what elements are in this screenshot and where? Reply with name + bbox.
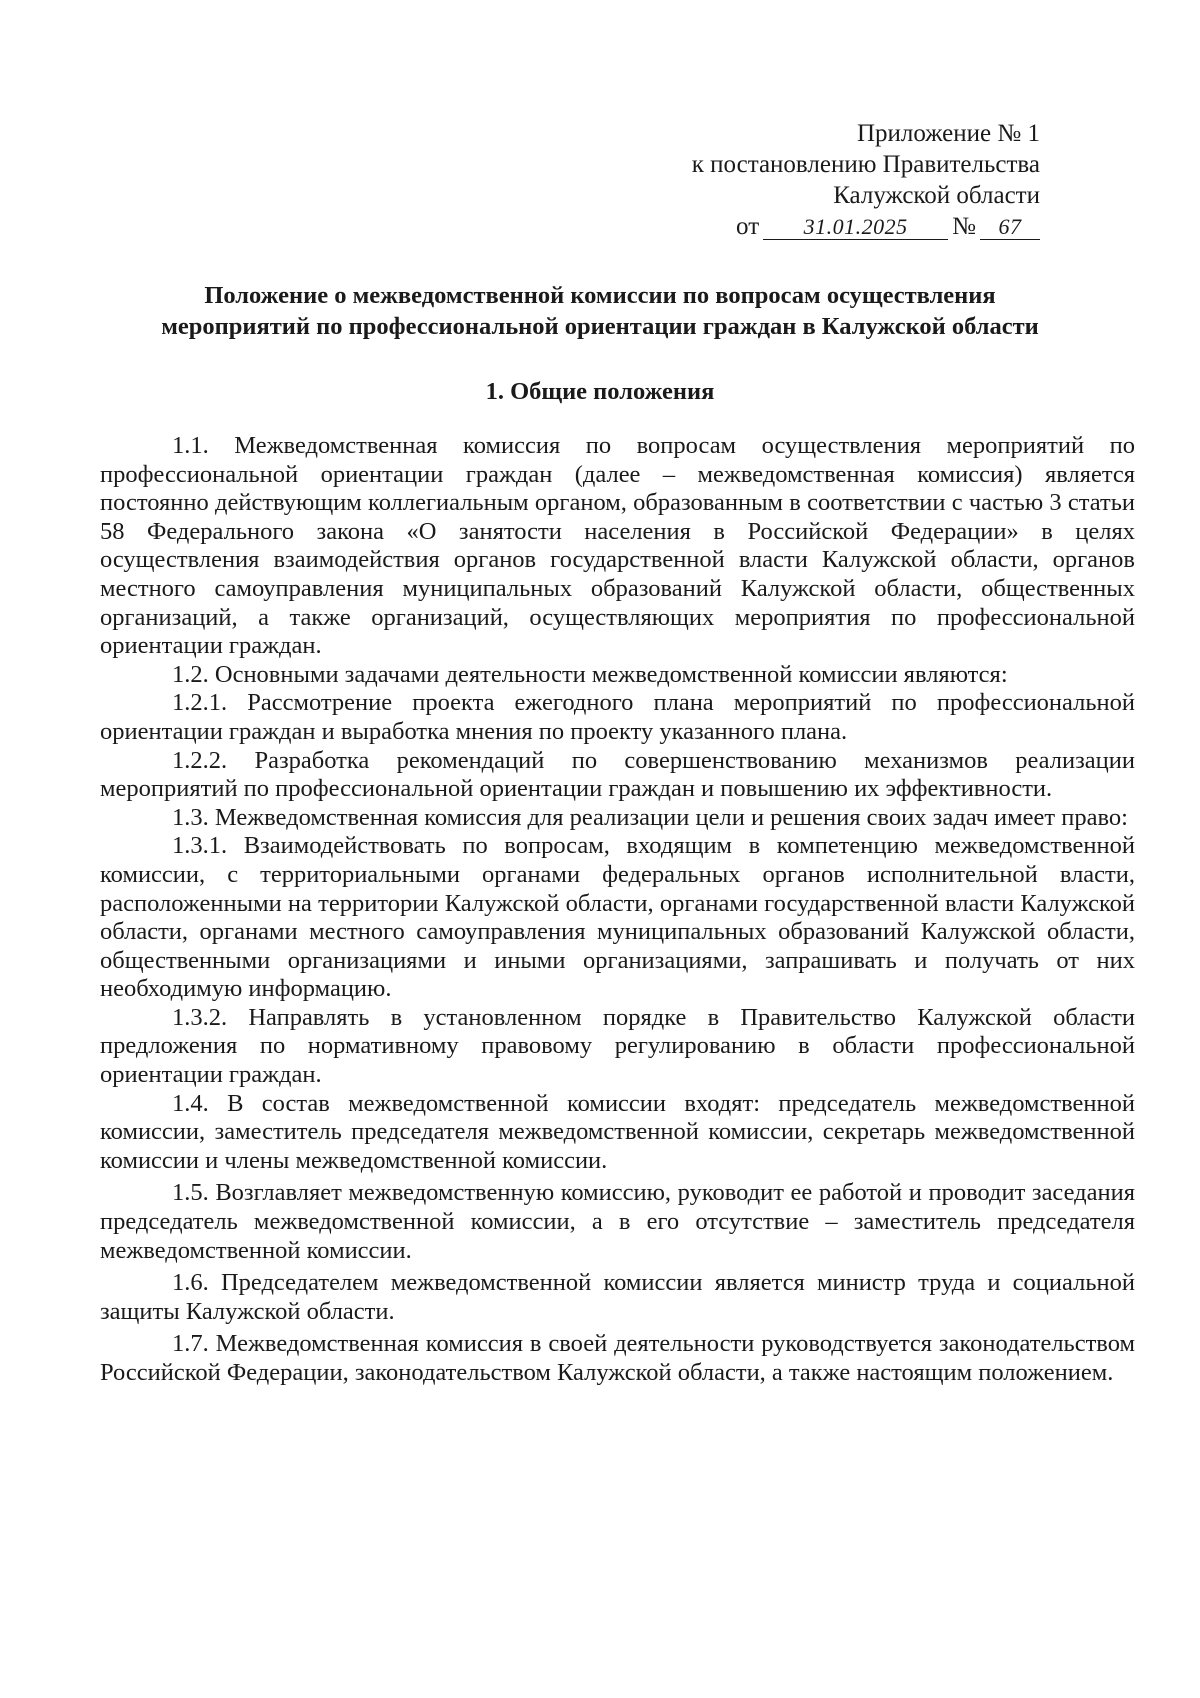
paragraph-1-4: 1.4. В состав межведомственной комиссии входят: председатель межведомственной комиссии, заместитель председателя межведомственной комиссии, секретарь межведомственной комиссии и члены межведомственной комиссии.: [100, 1089, 1135, 1174]
paragraph-1-2: 1.2. Основными задачами деятельности межведомственной комиссии являются:: [172, 660, 1008, 688]
document-title-line-1: Положение о межведомственной комиссии по вопросам осуществления: [204, 282, 996, 309]
paragraph-1-2-1: 1.2.1. Рассмотрение проекта ежегодного плана мероприятий по профессиональной ориентации граждан и выработка мнения по проекту указанного плана.: [100, 689, 1135, 745]
decree-date: 31.01.2025: [763, 215, 948, 240]
appendix-number: Приложение № 1: [856, 120, 1040, 147]
document-title-line-2: мероприятий по профессиональной ориентации граждан в Калужской области: [161, 313, 1039, 340]
appendix-reference: к постановлению Правительства: [691, 151, 1040, 178]
appendix-header: [692, 118, 1040, 242]
document-title: [100, 280, 1100, 342]
decree-date-line: [692, 211, 1040, 242]
section-title: 1. Общие положения: [485, 378, 715, 405]
date-prefix: от: [736, 213, 760, 240]
appendix-region: Калужской области: [833, 182, 1040, 209]
paragraph-1-1: 1.1. Межведомственная комиссия по вопросам осуществления мероприятий по профессиональной ориентации граждан (далее – межведомственная комиссия) является постоянно действующим коллегиальным органом, образованным в соответствии с частью 3 статьи 58 Федерального закона «О занятости населения в Российской Федерации» в целях осуществления взаимодействия органов государственной власти Калужской области, органов местного самоуправления муниципальных образований Калужской области, общественных организаций, а также организаций, осуществляющих мероприятия по профессиональной ориентации граждан.: [100, 432, 1135, 660]
number-prefix: №: [952, 213, 976, 240]
paragraph-1-7: 1.7. Межведомственная комиссия в своей деятельности руководствуется законодательством Российской Федерации, законодательством Калужской области, а также настоящим положением.: [100, 1330, 1135, 1386]
document-body: [100, 432, 1135, 1388]
paragraph-1-3-2: 1.3.2. Направлять в установленном порядке в Правительство Калужской области предложения по нормативному правовому регулированию в области профессиональной ориентации граждан.: [100, 1003, 1135, 1089]
paragraph-1-6: 1.6. Председателем межведомственной комиссии является министр труда и социальной защиты Калужской области.: [100, 1269, 1135, 1325]
paragraph-1-5: 1.5. Возглавляет межведомственную комиссию, руководит ее работой и проводит заседания председатель межведомственной комиссии, а в его отсутствие – заместитель председателя межведомственной комиссии.: [100, 1179, 1135, 1264]
paragraph-1-3: 1.3. Межведомственная комиссия для реализации цели и решения своих задач имеет право:: [172, 803, 1128, 831]
decree-number: 67: [980, 215, 1040, 240]
paragraph-1-2-2: 1.2.2. Разработка рекомендаций по совершенствованию механизмов реализации мероприятий по профессиональной ориентации граждан и повышению их эффективности.: [100, 746, 1135, 803]
paragraph-1-3-1: 1.3.1. Взаимодействовать по вопросам, входящим в компетенцию межведомственной комиссии, с территориальными органами федеральных органов исполнительной власти, расположенными на территории Калужской области, органами государственной власти Калужской области, органами местного самоуправления муниципальных образований Калужской области, общественными организациями и иными организациями, запрашивать и получать от них необходимую информацию.: [100, 832, 1135, 1003]
